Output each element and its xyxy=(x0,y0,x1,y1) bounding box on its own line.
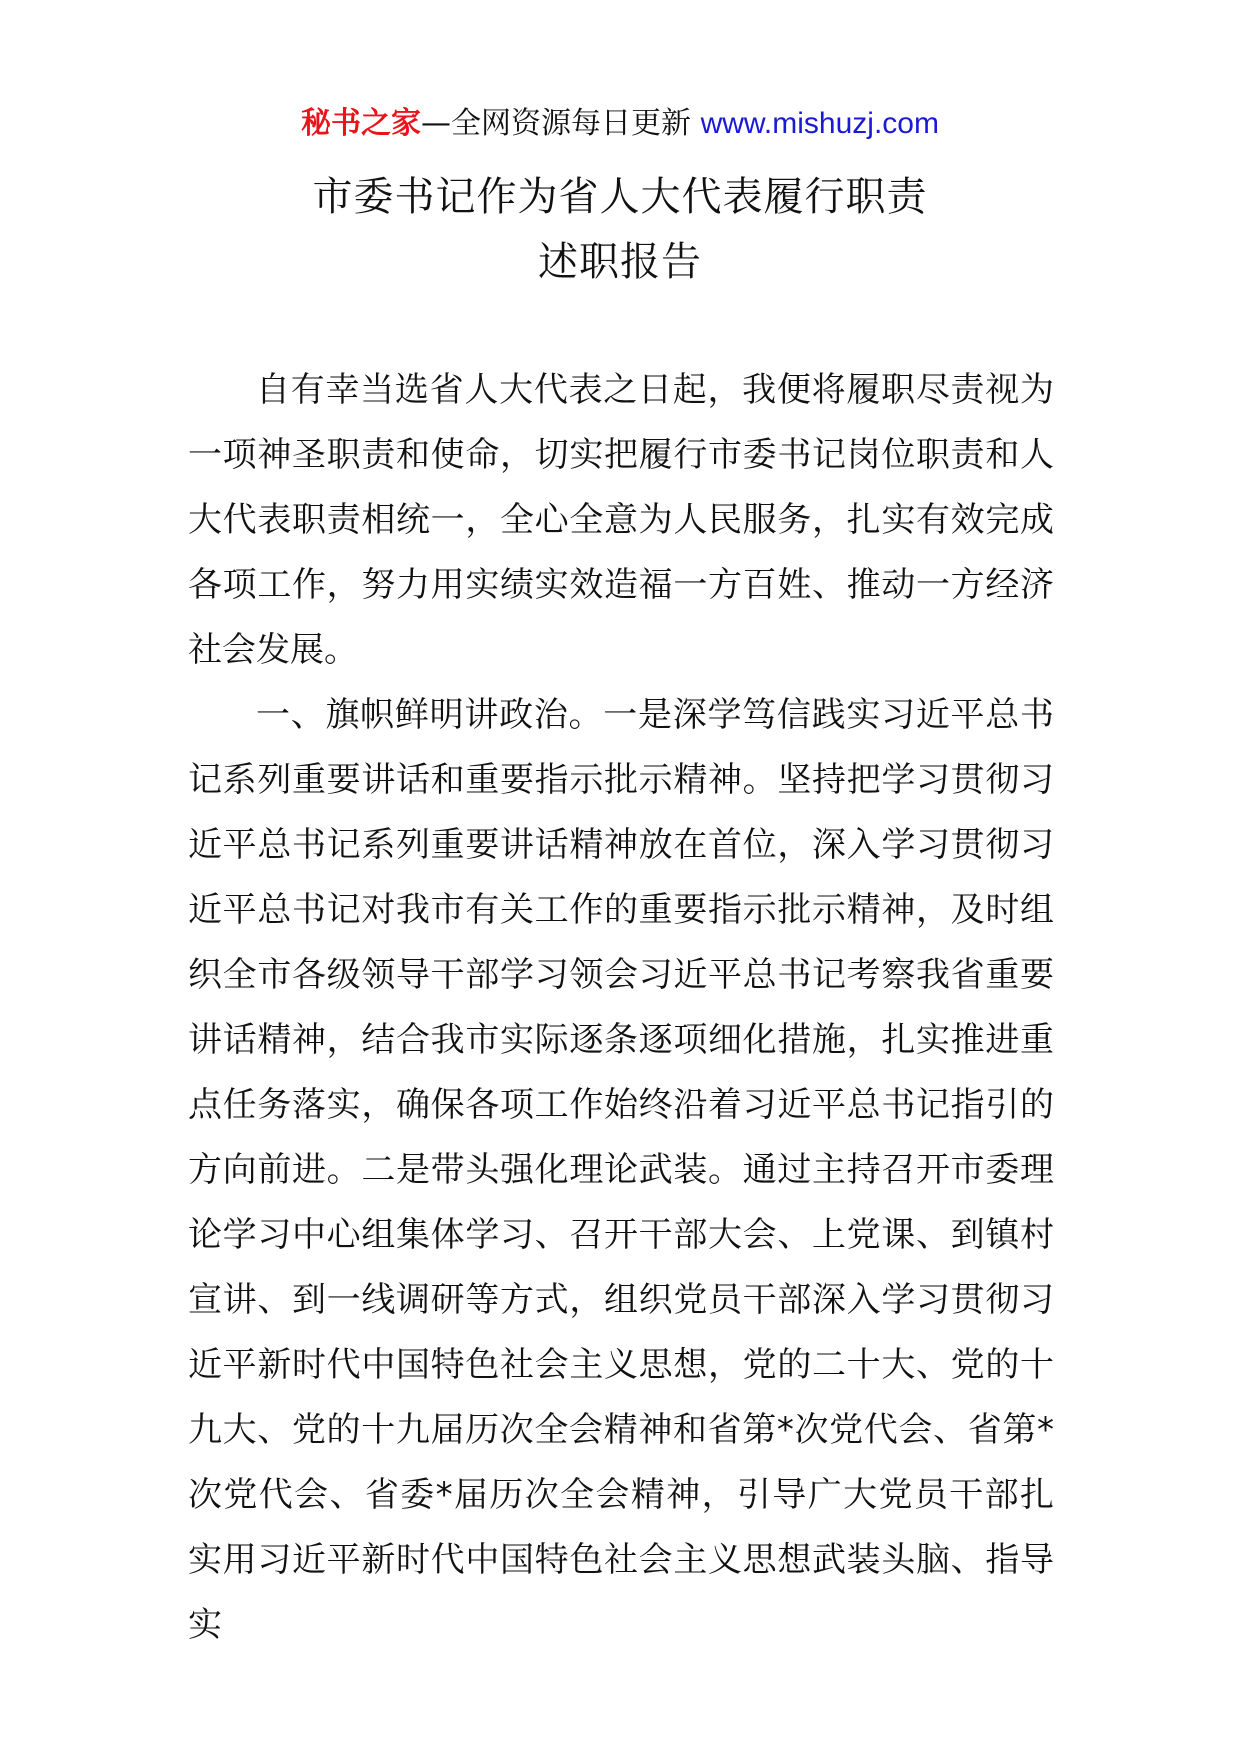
document-title-line-2: 述职报告 xyxy=(538,239,702,285)
header-tagline: —全网资源每日更新 xyxy=(421,106,701,141)
site-header xyxy=(0,104,1240,144)
site-url-link[interactable]: www.mishuzj.com xyxy=(700,107,939,140)
document-body xyxy=(188,358,1054,1658)
document-title-line-1: 市委书记作为省人大代表履行职责 xyxy=(312,174,928,220)
body-paragraph-intro: 自有幸当选省人大代表之日起，我便将履职尽责视为一项神圣职责和使命，切实把履行市委书记岗位职责和人大代表职责相统一，全心全意为人民服务，扎实有效完成各项工作，努力用实绩实效造福一方百姓、推动一方经济社会发展。 xyxy=(188,370,1054,670)
body-paragraph-section-1: 一、旗帜鲜明讲政治。一是深学笃信践实习近平总书记系列重要讲话和重要指示批示精神。坚持把学习贯彻习近平总书记系列重要讲话精神放在首位，深入学习贯彻习近平总书记对我市有关工作的重要指示批示精神，及时组织全市各级领导干部学习领会习近平总书记考察我省重要讲话精神，结合我市实际逐条逐项细化措施，扎实推进重点任务落实，确保各项工作始终沿着习近平总书记指引的方向前进。二是带头强化理论武装。通过主持召开市委理论学习中心组集体学习、召开干部大会、上党课、到镇村宣讲、到一线调研等方式，组织党员干部深入学习贯彻习近平新时代中国特色社会主义思想，党的二十大、党的十九大、党的十九届历次全会精神和省第*次党代会、省第*次党代会、省委*届历次全会精神，引导广大党员干部扎实用习近平新时代中国特色社会主义思想武装头脑、指导实 xyxy=(188,695,1054,1645)
brand-name: 秘书之家 xyxy=(301,106,422,141)
